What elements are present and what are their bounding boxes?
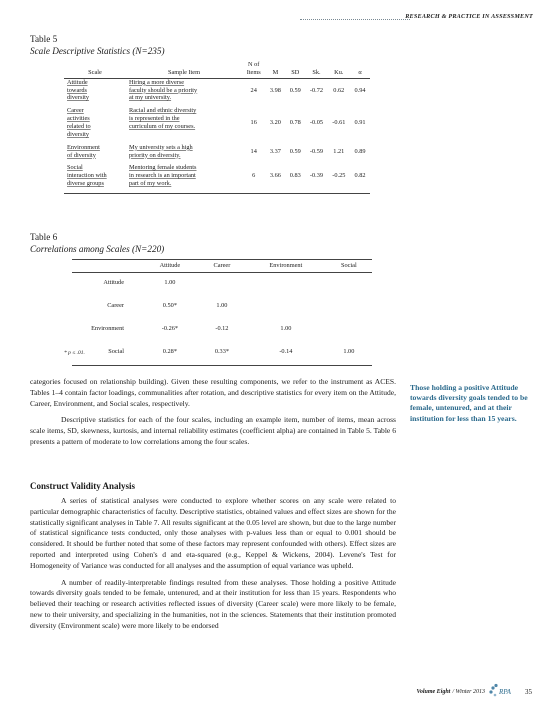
row-label: Career bbox=[107, 302, 124, 310]
correlation-cell: 0.50* bbox=[162, 302, 177, 310]
paragraph: categories focused on relationship building). Given these resulting components, we refer to the instrument as ACES. Tables 1–4 contain factor loadings, communalities after rotation, and descriptive statistics for every item on the Attitude, Career, Environment, and Social scales, respectively. bbox=[30, 377, 396, 408]
scale-name-line: Attitude bbox=[67, 78, 88, 86]
running-head: RESEARCH & PRACTICE IN ASSESSMENT bbox=[405, 13, 533, 20]
correlation-cell: 1.00 bbox=[164, 279, 176, 287]
pull-quote: Those holding a positive Attitude towards diversity goals tended to be female, untenured, and at their institution for less than 15 years. bbox=[410, 383, 528, 423]
table5-header-cell: Items bbox=[242, 69, 265, 78]
sd: 0.83 bbox=[285, 164, 305, 193]
table6-header-cell: Social bbox=[326, 260, 372, 273]
table6-header bbox=[72, 260, 372, 273]
table-row bbox=[64, 78, 370, 107]
kurtosis: -0.61 bbox=[332, 119, 346, 127]
mean: 3.37 bbox=[269, 147, 281, 155]
correlation-cell bbox=[326, 319, 372, 342]
sample-item bbox=[126, 78, 242, 107]
table5-header-top-cell bbox=[265, 61, 285, 69]
scale-name-line: activities bbox=[67, 115, 90, 123]
correlation-cell: 0.33* bbox=[198, 342, 246, 366]
sample-item bbox=[126, 107, 242, 143]
table6-note: * p ≤ .01. bbox=[64, 350, 85, 356]
paragraph: A number of readily-interpretable findings resulted from these analyses. Those holding a positive Attitude towards diversity goals tended to be female, untenured, and at their institution for less than 15 years. Respondents who believed their teaching or research activities reflected issues of diversity (Career scale) were more likely to be female, new to their university, and specializing in the humanities, not in the sciences. Statements that their institution promoted diversity (Environment scale) were more likely to be endorsed bbox=[30, 577, 396, 630]
table5-header-cell: M bbox=[265, 69, 285, 78]
sd: 0.59 bbox=[289, 147, 301, 155]
table-row bbox=[72, 272, 372, 296]
table6-header-cell: Environment bbox=[246, 260, 326, 273]
footer bbox=[416, 683, 532, 701]
correlation-cell: 1.00 bbox=[280, 325, 292, 333]
table5-header-cell: Sk. bbox=[305, 69, 327, 78]
sample-item-line: faculty should be a priority bbox=[129, 86, 198, 94]
sample-item-line: Mentoring female students bbox=[129, 164, 197, 172]
table5-header bbox=[64, 69, 370, 78]
table6 bbox=[72, 259, 372, 366]
n-items: 24 bbox=[250, 86, 257, 94]
correlation-cell bbox=[246, 296, 326, 319]
table-row bbox=[64, 144, 370, 165]
paragraph: A series of statistical analyses were conducted to explore whether scores on any scale were related to particular demographic characteristics of faculty. Descriptive statistics, obtained values and effect sizes are shown for the statistically significant analyses in Table 7. All results significant at the 0.05 level are shown, but due to the large number of statistical significance tests conducted, only those analyses with p-values less than or equal to 0.001 should be considered. It should be further noted that some of these factors may represent confounded with others). Effect sizes are reported and interpreted using Cohen's d and eta-squared (e.g., Keppel & Wickens, 2004). Levene's Test for Homogeneity of Variance was conducted for all analyses and the assumption of equal variance was upheld. bbox=[30, 496, 396, 570]
scale-name bbox=[64, 78, 126, 107]
table5-header-top-cell bbox=[126, 61, 242, 69]
scale-name-line: Environment bbox=[67, 143, 100, 151]
sample-item-line: at my university. bbox=[129, 94, 172, 102]
sample-item-line: curriculum of my courses. bbox=[129, 123, 196, 131]
table5-header-cell: Scale bbox=[64, 69, 126, 78]
section-heading: Construct Validity Analysis bbox=[30, 481, 136, 491]
scale-name bbox=[64, 144, 126, 165]
alpha: 0.91 bbox=[354, 119, 366, 127]
correlation-cell bbox=[326, 296, 372, 319]
table5-header-cell: Sample Item bbox=[126, 69, 242, 78]
scale-name-line: diverse groups bbox=[67, 180, 104, 188]
table5-header-top bbox=[64, 61, 370, 69]
sample-item-line: Hiring a more diverse bbox=[129, 78, 185, 86]
scale-name-line: Social bbox=[67, 164, 83, 172]
table-row bbox=[64, 107, 370, 143]
kurtosis: 0.62 bbox=[333, 86, 345, 94]
kurtosis: -0.25 bbox=[328, 164, 350, 193]
table5-header-top-cell bbox=[285, 61, 305, 69]
sd: 0.78 bbox=[289, 119, 301, 127]
table5-header-top-cell: N of bbox=[248, 61, 260, 68]
sample-item-line: My university sets a high bbox=[129, 143, 193, 151]
table5-header-top-cell bbox=[350, 61, 370, 69]
mean: 3.98 bbox=[269, 86, 281, 94]
table5-header-top-cell bbox=[64, 61, 126, 69]
body-text-top bbox=[30, 377, 396, 454]
table5 bbox=[64, 61, 370, 194]
skewness: -0.72 bbox=[309, 86, 323, 94]
sd: 0.59 bbox=[289, 86, 301, 94]
skewness: -0.05 bbox=[309, 119, 323, 127]
correlation-cell: 1.00 bbox=[216, 302, 228, 310]
row-label: Environment bbox=[91, 325, 124, 333]
table-row bbox=[72, 296, 372, 319]
table6-label: Table 6 bbox=[30, 232, 58, 242]
scale-name-line: interaction with bbox=[67, 172, 107, 180]
sample-item-line: is represented in the bbox=[129, 115, 180, 123]
paragraph: Descriptive statistics for each of the four scales, including an example item, number of items, mean across scale items, SD, skewness, kurtosis, and internal reliability estimates (coefficient alpha) are contained in Table 5. Table 6 presents a pattern of moderate to low correlations among the four scales. bbox=[30, 415, 396, 446]
sample-item-line: part of my work. bbox=[129, 180, 172, 188]
scale-name bbox=[64, 107, 126, 143]
sample-item-line: priority on diversity. bbox=[129, 151, 181, 159]
alpha: 0.89 bbox=[354, 147, 366, 155]
mean: 3.20 bbox=[269, 119, 281, 127]
table5-header-top-cell bbox=[305, 61, 327, 69]
table5-header-cell: Ku. bbox=[328, 69, 350, 78]
table5-header-top-cell bbox=[328, 61, 350, 69]
issue-label: / Winter 2013 bbox=[452, 689, 485, 695]
header-rule bbox=[300, 19, 410, 20]
mean: 3.66 bbox=[265, 164, 285, 193]
body-text-bottom bbox=[30, 496, 396, 638]
table6-header-cell bbox=[72, 260, 142, 273]
table5-caption: Scale Descriptive Statistics (N=235) bbox=[30, 46, 165, 56]
correlation-cell bbox=[198, 272, 246, 296]
scale-name-line: diversity bbox=[67, 94, 90, 102]
table5-label: Table 5 bbox=[30, 34, 58, 44]
scale-name-line: related to bbox=[67, 123, 91, 131]
skewness: -0.39 bbox=[305, 164, 327, 193]
correlation-cell bbox=[326, 272, 372, 296]
table6-header-cell: Attitude bbox=[142, 260, 198, 273]
correlation-cell bbox=[246, 272, 326, 296]
alpha: 0.82 bbox=[350, 164, 370, 193]
scale-name bbox=[64, 164, 126, 193]
correlation-cell: -0.14 bbox=[246, 342, 326, 366]
n-items: 14 bbox=[250, 147, 257, 155]
sample-item bbox=[126, 164, 242, 193]
skewness: -0.59 bbox=[309, 147, 323, 155]
row-label: Attitude bbox=[103, 279, 124, 287]
sample-item-line: in research is an important bbox=[129, 172, 196, 180]
table-row bbox=[64, 164, 370, 193]
scale-name-line: Career bbox=[67, 107, 84, 115]
table-row bbox=[72, 319, 372, 342]
svg-text:RPA: RPA bbox=[499, 688, 511, 696]
volume-label: Volume Eight bbox=[416, 689, 451, 695]
table-row bbox=[72, 342, 372, 366]
scale-name-line: towards bbox=[67, 86, 87, 94]
alpha: 0.94 bbox=[354, 86, 366, 94]
correlation-cell: -0.26* bbox=[161, 325, 179, 333]
table6-caption: Correlations among Scales (N=220) bbox=[30, 244, 165, 254]
sample-item bbox=[126, 144, 242, 165]
kurtosis: 1.21 bbox=[333, 147, 345, 155]
rpa-logo-icon bbox=[489, 683, 517, 701]
n-items: 16 bbox=[250, 119, 257, 127]
table5-header-cell: SD bbox=[285, 69, 305, 78]
sample-item-line: Racial and ethnic diversity bbox=[129, 107, 197, 115]
table6-header-cell: Career bbox=[198, 260, 246, 273]
correlation-cell: 1.00 bbox=[326, 342, 372, 366]
n-items: 6 bbox=[242, 164, 265, 193]
correlation-cell: 0.28* bbox=[142, 342, 198, 366]
scale-name-line: diversity bbox=[67, 130, 90, 138]
table5-header-cell: α bbox=[350, 69, 370, 78]
scale-name-line: of diversity bbox=[67, 151, 96, 159]
page-number: 35 bbox=[525, 688, 532, 696]
correlation-cell: -0.12 bbox=[215, 325, 229, 333]
row-label: Social bbox=[72, 342, 142, 366]
